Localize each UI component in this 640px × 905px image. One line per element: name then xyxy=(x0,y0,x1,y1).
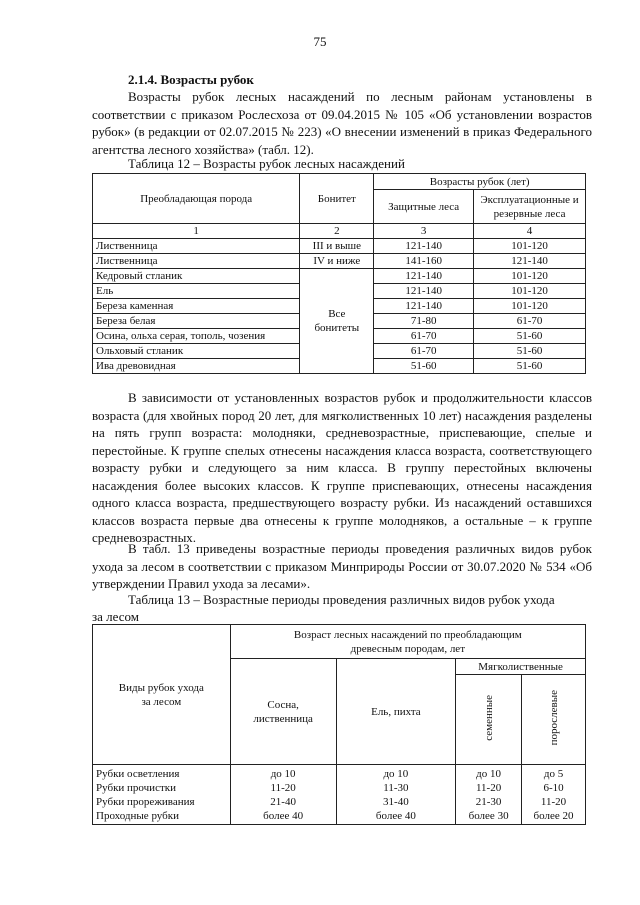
spruce-cell xyxy=(336,765,456,825)
type-item: Рубки прочистки xyxy=(96,782,176,794)
header-types: Виды рубок ухода за лесом xyxy=(93,625,231,765)
sprout-value: до 5 xyxy=(543,768,564,780)
table-row xyxy=(93,254,586,269)
protective-cell: 51-60 xyxy=(374,359,474,374)
exploitation-cell: 101-120 xyxy=(474,299,586,314)
seed-value: 21-30 xyxy=(475,796,502,808)
header-protective: Защитные леса xyxy=(374,190,474,224)
header-bonitet: Бонитет xyxy=(300,174,374,224)
species-cell: Кедровый стланик xyxy=(93,269,300,284)
table-row xyxy=(93,239,586,254)
sprout-value: 11-20 xyxy=(540,796,567,808)
pine-value: 11-20 xyxy=(270,782,296,794)
types-cell xyxy=(93,765,231,825)
age-groups-paragraph: В зависимости от установленных возрастов рубок и продолжительности классов возраста (для хвойных пород 20 лет, для мягколиственных 10 лет) насаждения разделены на пять групп возраста: молодняки, средневозрастные, приспевающие, спелые и перестойные. К группе спелых отнесены насаждения класса возраста, соответствующего возрасту рубки и следующего за ним класса. В группу перестойных включены насаждения более высоких классов. К группе приспевающих, отнесены насаждения одного класса возраста, предшествующего возрасту рубки. Из насаждений оставшихся классов возраста первые два отнесены к группе молодняков, а остальные – к группе средневозрастных. xyxy=(92,390,592,545)
protective-cell: 121-140 xyxy=(374,299,474,314)
colnum-1: 1 xyxy=(93,224,300,239)
species-cell: Ель xyxy=(93,284,300,299)
species-cell: Лиственница xyxy=(93,239,300,254)
type-item: Рубки прореживания xyxy=(96,796,195,808)
protective-cell: 61-70 xyxy=(374,344,474,359)
table-12 xyxy=(92,173,586,374)
page-number: 75 xyxy=(313,34,327,49)
header-soft: Мягколиственные xyxy=(456,659,586,675)
pine-value: до 10 xyxy=(270,768,296,780)
type-item: Рубки осветления xyxy=(96,768,180,780)
species-cell: Береза белая xyxy=(93,314,300,329)
header-sprout: порослевые xyxy=(547,689,560,746)
colnum-4: 4 xyxy=(474,224,586,239)
all-bonitets-label: Все бонитеты xyxy=(314,308,360,334)
pine-cell xyxy=(230,765,336,825)
spruce-value: более 40 xyxy=(375,810,416,822)
species-cell: Ива древовидная xyxy=(93,359,300,374)
table12-caption: Таблица 12 – Возрасты рубок лесных насаждений xyxy=(128,156,405,171)
table-row xyxy=(93,269,586,284)
section-title: 2.1.4. Возрасты рубок xyxy=(128,72,254,87)
header-sprout-cell xyxy=(522,675,586,765)
sprout-cell xyxy=(522,765,586,825)
seed-value: до 10 xyxy=(476,768,502,780)
seed-value: 11-20 xyxy=(475,782,502,794)
seed-value: более 30 xyxy=(468,810,509,822)
table-row xyxy=(93,765,586,825)
seed-cell xyxy=(456,765,522,825)
table-13 xyxy=(92,624,586,825)
spruce-value: до 10 xyxy=(383,768,409,780)
exploitation-cell: 51-60 xyxy=(474,359,586,374)
pine-value: более 40 xyxy=(263,810,304,822)
table13-caption-line1: Таблица 13 – Возрастные периоды проведения различных видов рубок ухода xyxy=(128,592,555,607)
type-item: Проходные рубки xyxy=(96,810,179,822)
all-bonitets-cell xyxy=(300,269,374,374)
species-cell: Ольховый стланик xyxy=(93,344,300,359)
species-cell: Лиственница xyxy=(93,254,300,269)
intro-paragraph: Возрасты рубок лесных насаждений по лесным районам установлены в соответствии с приказом Рослесхоза от 09.04.2015 № 105 «Об установлении возрастов рубок» (в редакции от 02.07.2015 № 223) «О внесении изменений в приказ Федерального агентства лесного хозяйства» (табл. 12). xyxy=(92,89,592,157)
species-cell: Осина, ольха серая, тополь, чозения xyxy=(93,329,300,344)
exploitation-cell: 51-60 xyxy=(474,329,586,344)
exploitation-cell: 51-60 xyxy=(474,344,586,359)
exploitation-cell: 101-120 xyxy=(474,239,586,254)
sprout-value: 6-10 xyxy=(543,782,564,794)
pine-value: 21-40 xyxy=(270,796,296,808)
exploitation-cell: 101-120 xyxy=(474,284,586,299)
header-pine: Сосна, лиственница xyxy=(230,659,336,765)
spruce-value: 11-30 xyxy=(383,782,409,794)
bonitet-cell: III и выше xyxy=(300,239,374,254)
exploitation-cell: 121-140 xyxy=(474,254,586,269)
protective-cell: 61-70 xyxy=(374,329,474,344)
protective-cell: 121-140 xyxy=(374,284,474,299)
protective-cell: 71-80 xyxy=(374,314,474,329)
sprout-value: более 20 xyxy=(533,810,574,822)
colnum-2: 2 xyxy=(300,224,374,239)
protective-cell: 141-160 xyxy=(374,254,474,269)
table13-caption-line2: за лесом xyxy=(92,609,139,624)
colnum-3: 3 xyxy=(374,224,474,239)
header-ages: Возрасты рубок (лет) xyxy=(374,174,586,190)
species-cell: Береза каменная xyxy=(93,299,300,314)
header-species: Преобладающая порода xyxy=(93,174,300,224)
table13-intro-paragraph: В табл. 13 приведены возрастные периоды проведения различных видов рубок ухода за лесом в соответствии с приказом Минприроды России от 30.07.2020 № 534 «Об утверждении Правил ухода за лесами». xyxy=(92,541,592,591)
header-age: Возраст лесных насаждений по преобладающим древесным породам, лет xyxy=(230,625,585,659)
exploitation-cell: 61-70 xyxy=(474,314,586,329)
bonitet-cell: IV и ниже xyxy=(300,254,374,269)
spruce-value: 31-40 xyxy=(383,796,409,808)
header-seed: семенные xyxy=(482,694,495,741)
protective-cell: 121-140 xyxy=(374,239,474,254)
header-spruce: Ель, пихта xyxy=(336,659,456,765)
header-seed-cell xyxy=(456,675,522,765)
protective-cell: 121-140 xyxy=(374,269,474,284)
exploitation-cell: 101-120 xyxy=(474,269,586,284)
header-exploitation: Эксплуатационные и резервные леса xyxy=(474,190,586,224)
